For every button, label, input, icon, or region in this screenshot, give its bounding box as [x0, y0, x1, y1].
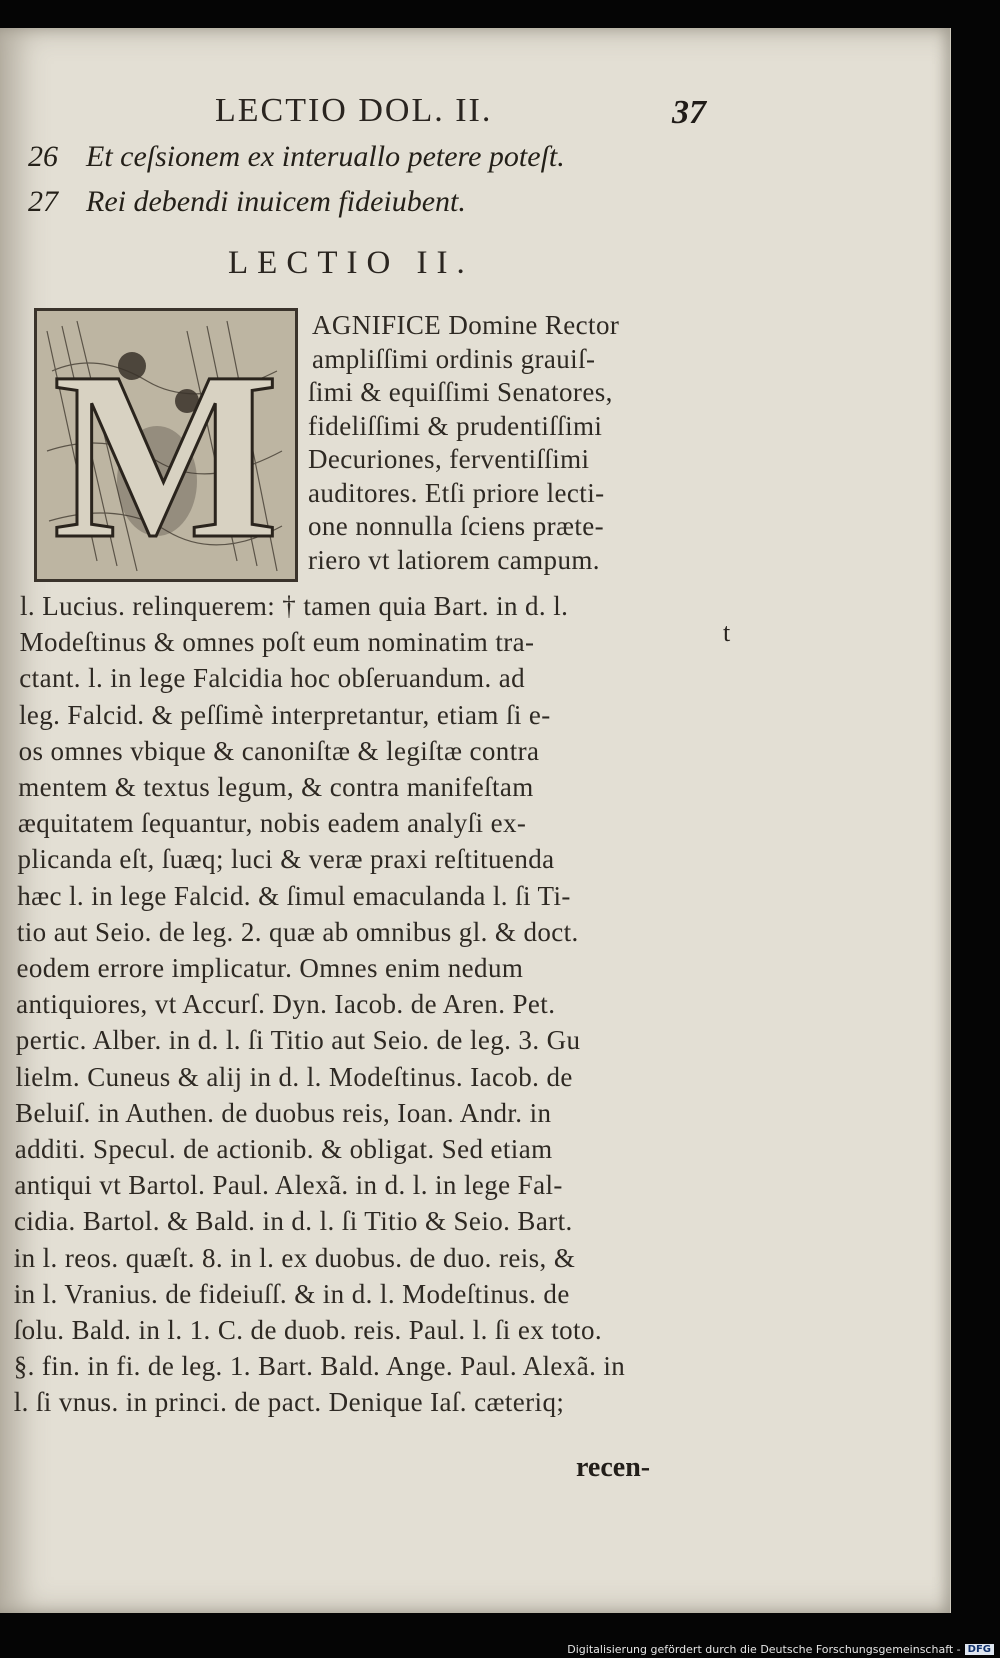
initial-letter: M — [52, 322, 280, 579]
body-text-line: §. fin. in fi. de leg. 1. Bart. Bald. Ange. Paul. Alexã. in — [13, 1351, 626, 1382]
credit-text: Digitalisierung gefördert durch die Deutsche Forschungsgemeinschaft - — [567, 1643, 961, 1656]
summary-number: 27 — [28, 185, 58, 218]
summary-line-27 — [28, 185, 466, 219]
body-text-line: in l. reos. quæſt. 8. in l. ex duobus. de duo. reis, & — [13, 1242, 576, 1273]
body-text-line: æquitatem ſequantur, nobis eadem analyſi ex- — [17, 808, 527, 839]
body-text-line: leg. Falcid. & peſſimè interpretantur, etiam ſi e- — [18, 699, 551, 730]
initial-text-line: Decuriones, ferventiſſimi — [308, 444, 590, 474]
running-head: LECTIO DOL. II. — [215, 92, 493, 129]
decorated-initial-m — [34, 308, 298, 582]
body-text-line: hæc l. in lege Falcid. & ſimul emaculanda l. ſi Ti- — [17, 880, 571, 911]
body-text-line: in l. Vranius. de fideiuſſ. & in d. l. Modeſtinus. de — [13, 1278, 570, 1309]
initial-text-line: riero vt latiorem campum. — [308, 544, 600, 575]
body-text-line: plicanda eſt, ſuæq; luci & veræ praxi reſtituenda — [17, 844, 555, 875]
body-text-line: Beluiſ. in Authen. de duobus reis, Ioan. Andr. in — [15, 1097, 552, 1128]
catchword: recen- — [576, 1452, 651, 1483]
folio-number: 37 — [672, 94, 706, 131]
margin-mark: t — [723, 618, 731, 647]
dfg-logo: DFG — [965, 1644, 994, 1655]
body-text-line: Modeſtinus & omnes poſt eum nominatim tra- — [19, 627, 535, 658]
body-text-line: ctant. l. in lege Falcidia hoc obſeruandum. ad — [19, 663, 526, 694]
digitization-credit — [567, 1643, 994, 1656]
initial-text-line: ſimi & equiſſimi Senatores, — [308, 377, 613, 407]
body-text-line: os omnes vbique & canoniſtæ & legiſtæ contra — [18, 735, 540, 766]
section-title: LECTIO II. — [228, 245, 474, 281]
body-text-line: antiqui vt Bartol. Paul. Alexã. in d. l. in lege Fal- — [14, 1170, 563, 1201]
initial-text-line: AGNIFICE Domine Rector — [312, 310, 620, 340]
summary-line-26 — [28, 140, 565, 174]
body-text-line: eodem errore implicatur. Omnes enim nedum — [16, 953, 524, 983]
summary-text: Rei debendi inuicem fideiubent. — [86, 185, 466, 218]
summary-number: 26 — [28, 140, 58, 173]
woodcut-initial-image — [37, 311, 295, 579]
body-text-line: pertic. Alber. in d. l. ſi Titio aut Seio. de leg. 3. Gu — [15, 1025, 581, 1056]
initial-text-line: fideliſſimi & prudentiſſimi — [308, 410, 603, 441]
body-text-line: l. Lucius. relinquerem: † tamen quia Bart. in d. l. — [20, 591, 569, 621]
body-text-line: lielm. Cuneus & alij in d. l. Modeſtinus. Iacob. de — [15, 1061, 573, 1092]
body-text-line: mentem & textus legum, & contra manifeſtam — [18, 772, 534, 802]
summary-text: Et ceſsionem ex interuallo petere poteſt. — [86, 140, 565, 173]
initial-text-line: one nonnulla ſciens præte- — [308, 511, 605, 541]
body-text-line: ſolu. Bald. in l. 1. C. de duob. reis. Paul. l. ſi ex toto. — [13, 1315, 603, 1345]
body-text-line: tio aut Seio. de leg. 2. quæ ab omnibus gl. & doct. — [16, 916, 579, 947]
initial-text-line: auditores. Etſi priore lecti- — [308, 477, 605, 508]
body-text-line: l. ſi vnus. in princi. de pact. Denique Iaſ. cæteriq; — [13, 1387, 565, 1418]
body-text-line: additi. Specul. de actionib. & obligat. Sed etiam — [14, 1134, 553, 1164]
body-text-line: cidia. Bartol. & Bald. in d. l. ſi Titio & Seio. Bart. — [14, 1206, 573, 1237]
body-text-line: antiquiores, vt Accurſ. Dyn. Iacob. de Aren. Pet. — [16, 989, 556, 1020]
initial-text-line: ampliſſimi ordinis grauiſ- — [312, 343, 596, 374]
